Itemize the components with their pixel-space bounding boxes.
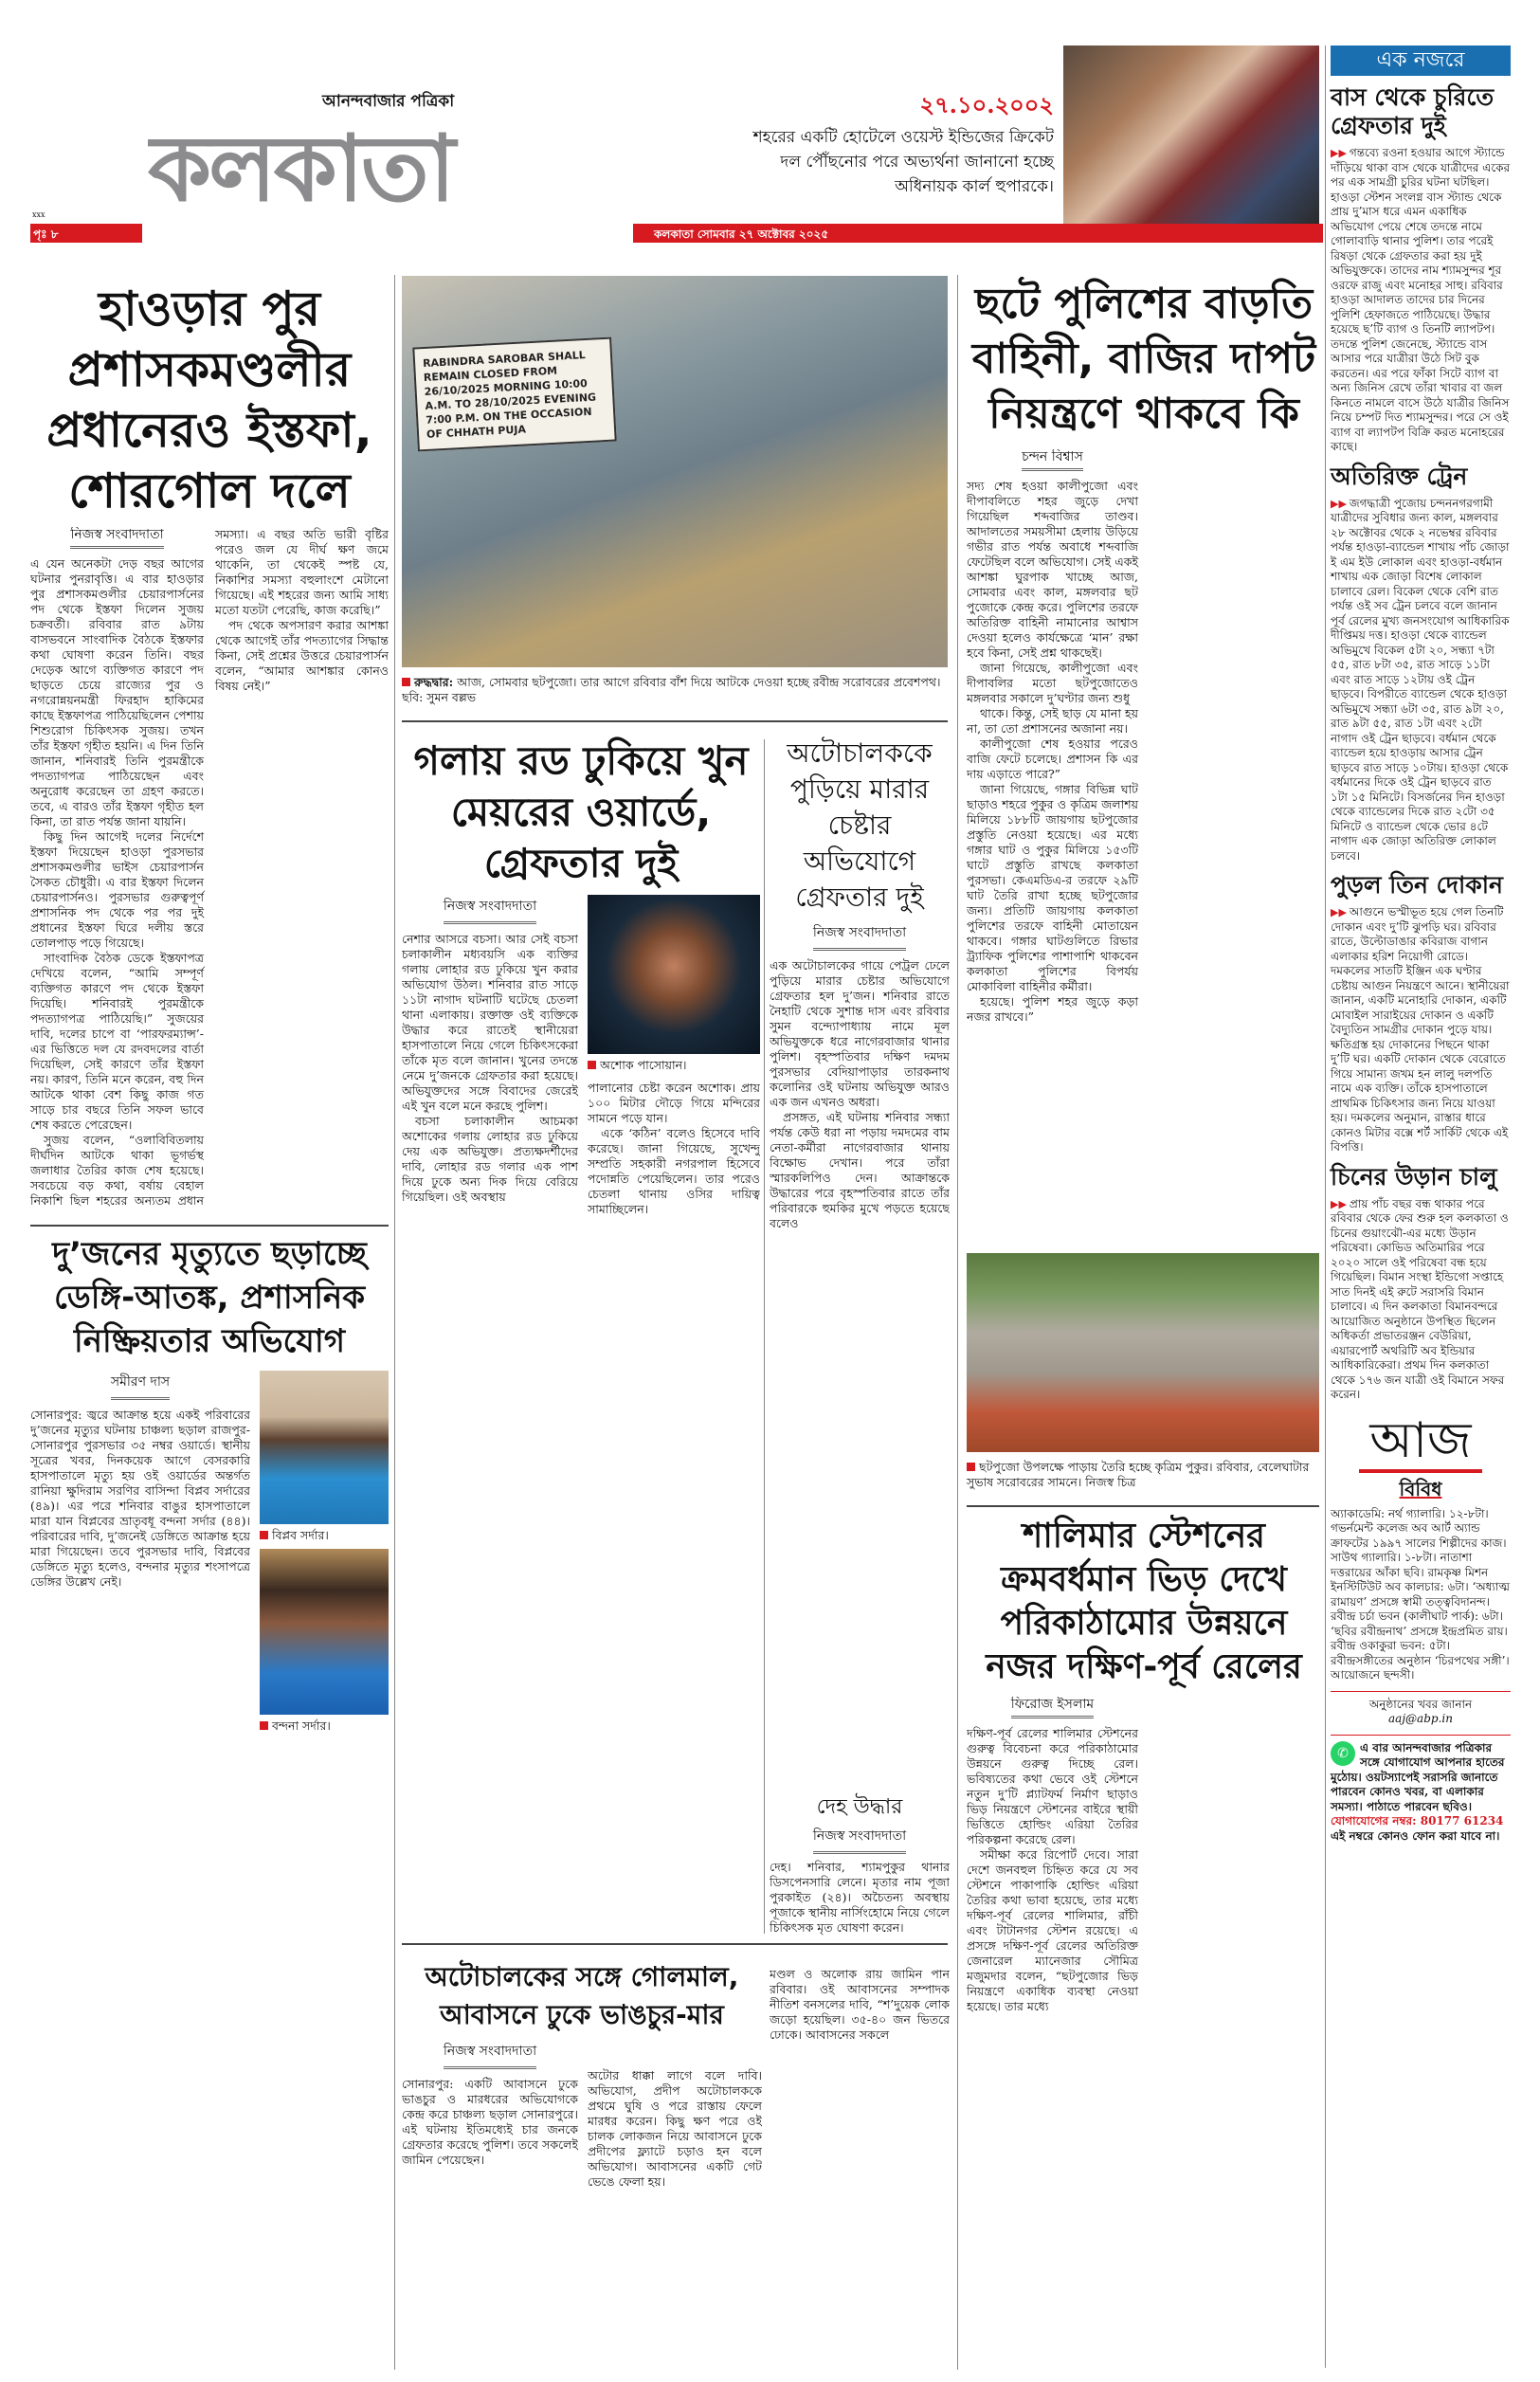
byline: নিজস্ব সংবাদদাতা bbox=[444, 895, 536, 924]
byline: নিজস্ব সংবাদদাতা bbox=[813, 1825, 906, 1854]
whatsapp-icon: ✆ bbox=[1331, 1741, 1355, 1766]
column-divider bbox=[1325, 45, 1326, 2368]
edition-code: xxx bbox=[32, 210, 45, 219]
story-body bbox=[30, 1408, 250, 2360]
brief-text: ▶▶ গন্তব্যে রওনা হওয়ার আগে স্ট্যান্ডে দাঁড়িয়ে থাকা বাস থেকে যাত্রীদের একের পর এক সামগ্রী চুরির ঘটনা ঘটছিল। হাওড়া স্টেশন সংলগ্ন বাস স্ট্যান্ড থেকে প্রায় দু’মাস ধরে এমন একাধিক অভিযোগ পেয়ে শেষে তদন্তে নামে গোলাবাড়ি থানার পুলিশ। তার পরেই রিষড়া থেকে গ্রেফতার করা হয় দুই অভিযুক্তকে। তাদের নাম শ্যামসুন্দর শূর ওরফে রাজু এবং মনোহর সাহু। রবিবার হাওড়া আদালত তাদের চার দিনের পুলিশি হেফাজতে পাঠিয়েছে। উদ্ধার হয়েছে ছ’টি ব্যাগ ও তিনটি ল্যাপটপ। তদন্তে পুলিশ জেনেছে, স্ট্যান্ডে বাস আসার পরে যাত্রীরা উঠে সিট বুক করতেন। এর পরে ফাঁকা সিটে ব্যাগ বা অন্য জিনিস রেখে তাঁরা খাবার বা জল কিনতে নামলে বাসে উঠে যাত্রীর জিনিস নিয়ে চম্পট দিত শ্যামসুন্দর। পরে সে ওই ব্যাগ বা ল্যাপটপ বিক্রি করত মনোহরের কাছে। bbox=[1331, 146, 1511, 453]
double-arrow-icon: ▶▶ bbox=[1331, 906, 1347, 918]
headline-body-recovered: দেহ উদ্ধার bbox=[816, 1795, 903, 1819]
story-dengue bbox=[30, 1232, 389, 2360]
aaj-listing: অ্যাকাডেমি: নর্থ গ্যালারি। ১২-৮টা। গভর্নমেন্ট কলেজ অব আর্ট অ্যান্ড ক্রাফটের ১৯৯৭ সালের শিল্পীদের কাজ। সাউথ গ্যালারি। ১-৮টা। নাতাশা দত্তরায়ের আঁকা ছবি। রামকৃষ্ণ মিশন ইনস্টিটিউট অব কালচার: ৬টা। ‘অধ্যাত্ম রামায়ণ’ প্রসঙ্গে স্বামী তত্ত্ববিদানন্দ। রবীন্দ্র চর্চা ভবন (কালীঘাট পার্ক): ৬টা। ‘ছবির রবীন্দ্রনাথ’ প্রসঙ্গে ইন্দ্রপ্রমিত রায়। রবীন্দ্র ওকাকুরা ভবন: ৫টা। রবীন্দ্রসঙ্গীতের অনুষ্ঠান ‘চিরপথের সঙ্গী’। আয়োজনে ছন্দসী। bbox=[1331, 1506, 1510, 1682]
paragraph: অটোর ধাক্কা লাগে বলে দাবি। অভিযোগ, প্রদীপ অটোচালককে প্রথমে ঘুষি ও পরে রাস্তায় ফেলে মারধর করেন। কিছু ক্ষণ পরে ওই চালক লোকজন নিয়ে আবাসনে ঢুকে প্রদীপের ফ্ল্যাটে চড়াও হন বলে অভিযোগ। আবাসনের একটি গেট ভেঙে ফেলা হয়। bbox=[588, 2068, 762, 2189]
whatsapp-text: এ বার আনন্দবাজার পত্রিকার সঙ্গে যোগাযোগ আপনার হাতের মুঠোয়। ওয়টস্যাপেই সরাসরি জানাতে পারবেন কোনও খবর, বা এলাকার সমস্যা। পাঠাতে পারবেন ছবিও। bbox=[1331, 1740, 1505, 1813]
double-arrow-icon: ▶▶ bbox=[1331, 497, 1347, 510]
story-body bbox=[770, 1860, 950, 1936]
headline-shalimar-station: শালিমার স্টেশনের ক্রমবর্ধমান ভিড় দেখে পরিকাঠামোর উন্নয়নে নজর দক্ষিণ-পূর্ব রেলের bbox=[986, 1517, 1302, 1686]
whatsapp-number[interactable]: যোগাযোগের নম্বর: 80177 61234 bbox=[1331, 1814, 1504, 1827]
page-number-bar bbox=[30, 224, 142, 243]
whatsapp-box bbox=[1331, 1735, 1511, 1845]
paragraph: থাকে। কিন্তু, সেই ছাড় যে মানা হয় না, তা তো প্রশাসনের অজানা নয়। bbox=[967, 706, 1138, 736]
paragraph: সোনারপুর: জ্বরে আক্রান্ত হয়ে একই পরিবারের দু’জনের মৃত্যুর ঘটনায় চাঞ্চল্য ছড়াল রাজপুর-সোনারপুর পুরসভার ৩৫ নম্বর ওয়ার্ডে। স্থানীয় সূত্রের খবর, দিনকয়েক আগে বেসরকারি হাসপাতালে মৃত্যু হয় ওই ওয়ার্ডের অন্তর্গত রানিয়া ক্ষুদিরাম সরণির বাসিন্দা বিপ্লব সর্দারের (৪৯)। এর পরে শনিবার বাঙুর হাসপাতালে মারা যান বিপ্লবের ভ্রাতৃবধূ বন্দনা সর্দার (৪৪)। পরিবারের দাবি, দু’জনেই ডেঙ্গিতে আক্রান্ত হয়ে মারা গিয়েছেন। তবে পুরসভার দাবি, বিপ্লবের ডেঙ্গিতে মৃত্যু হলেও, বন্দনার মৃত্যুর শংসাপত্রে ডেঙ্গির উল্লেখ নেই। bbox=[30, 1408, 250, 1589]
paragraph: সমীক্ষা করে রিপোর্ট দেবে। সারা দেশে জনবহুল চিহ্নিত করে যে সব স্টেশনে পাকাপাকি হোল্ডিং এরিয়া তৈরির কথা ভাবা হয়েছে, তার মধ্যে দক্ষিণ-পূর্ব রেলের শালিমার, রাঁচী এবং টাটানগর স্টেশন রয়েছে। এ প্রসঙ্গে দক্ষিণ-পূর্ব রেলের অতিরিক্ত জেনারেল ম্যানেজার সৌমিত্র মজুমদার বলেন, “ছটপুজোর ভিড় নিয়ন্ত্রণে একাধিক ব্যবস্থা নেওয়া হয়েছে। তার মধ্যে bbox=[967, 1847, 1138, 2013]
photo-biplab-sardar bbox=[260, 1371, 389, 1524]
paragraph: জানা গিয়েছে, কালীপুজো এবং দীপাবলির মতো ছটপুজোতেও মঙ্গলবার সকালে দু’ঘণ্টার জন্য শুধু bbox=[967, 661, 1138, 705]
paragraph: কালীপুজো শেষ হওয়ার পরেও বাজি ফেটে চলেছে। প্রশাসন কি এর দায় এড়াতে পারে?” bbox=[967, 736, 1138, 781]
sidebar-header: এক নজরে bbox=[1331, 45, 1511, 76]
story-body bbox=[588, 2040, 762, 2372]
paragraph: মণ্ডল ও অলোক রায় জামিন পান রবিবার। ওই আবাসনের সম্পাদক নীতিশ বনসলের দাবি, “শ’দুয়েক লোক জড়ো হয়েছিল। ৩৫-৪০ জন ভিতরে ঢোকে। আবাসনের সকলে bbox=[770, 1967, 950, 2042]
brief-title: চিনের উড়ান চালু bbox=[1331, 1162, 1497, 1191]
photo-caption: রুদ্ধদ্বার: আজ, সোমবার ছটপুজো। তার আগে রবিবার বাঁশ দিয়ে আটকে দেওয়া হচ্ছে রবীন্দ্র সরোবরের প্রবেশপথ। ছবি: সুমন বল্লভ bbox=[402, 675, 941, 704]
story-howrah bbox=[30, 279, 389, 1217]
paragraph: পালানোর চেষ্টা করেন অশোক। প্রায় ১০০ মিটার দৌড়ে গিয়ে মন্দিরের সামনে পড়ে যান। bbox=[588, 1081, 760, 1125]
story-body bbox=[588, 1081, 760, 1936]
story-rod bbox=[402, 736, 760, 1936]
headline-howrah: হাওড়ার পুর প্রশাসকমণ্ডলীর প্রধানেরও ইস্তফা, শোরগোল দলে bbox=[46, 282, 372, 518]
brief-title: বাস থেকে চুরিতে গ্রেফতার দুই bbox=[1331, 83, 1495, 139]
aaj-subtitle: বিবিধ bbox=[1399, 1477, 1442, 1500]
story-auto bbox=[770, 736, 950, 1936]
aaj-underline bbox=[1359, 1469, 1482, 1473]
story-shalimar bbox=[967, 1515, 1321, 2368]
brief-text: ▶▶ আগুনে ভস্মীভূত হয়ে গেল তিনটি দোকান এবং দু’টি ঝুপড়ি ঘর। রবিবার রাতে, উল্টোডাঙার কবিরাজ বাগান এলাকার হরিশ নিয়োগী রোডে। দমকলের সাতটি ইঞ্জিন এক ঘণ্টার চেষ্টায় আগুন নিয়ন্ত্রণে আনে। স্থানীয়েরা জানান, একটি মনোহারি দোকান, একটি মোবাইল সারাইয়ের দোকান ও একটি বৈদ্যুতিন সামগ্রীর দোকান পুড়ে যায়। ক্ষতিগ্রস্ত হয় দোকানের পিছনে থাকা দু’টি ঘর। একটি দোকান থেকে বেরোতে গিয়ে সামান্য জখম হন লালু দলপতি নামে এক ব্যক্তি। তাঁকে হাসপাতালে প্রাথমিক চিকিৎসার জন্য নিয়ে যাওয়া হয়। দমকলের অনুমান, রাস্তার ধারে কোনও মিটার বক্সে শর্ট সার্কিট থেকে এই বিপত্তি। bbox=[1331, 905, 1510, 1154]
paragraph: সাংবাদিক বৈঠক ডেকে ইস্তফাপত্র দেখিয়ে বলেন, “আমি সম্পূর্ণ ব্যক্তিগত কারণে পদ থেকে ইস্তফা দিয়েছি। শনিবারই পুরমন্ত্রীকে পদত্যাগপত্র পাঠিয়েছি।” সুজয়ের দাবি, দলের চাপে বা ‘পারফরম্যান্স’-এর ভিত্তিতে দল যে রদবদলের বার্তা দিয়েছিল, সেই কারণে তাঁর ইস্তফা নয়। কারণ, তিনি মনে করেন, বহু দিন আটকে থাকা বেশ কিছু কাজ গত সাড়ে চার বছরে তিনি সফল ভাবে শেষ করতে পেরেছেন। bbox=[30, 951, 204, 1132]
masthead-logo: কলকাতা bbox=[148, 116, 453, 222]
paragraph: এ যেন অনেকটা দেড় বছর আগের ঘটনার পুনরাবৃত্তি। এ বার হাওড়ার পুর প্রশাসকমণ্ডলীর চেয়ারপার্সনের পদ থেকে ইস্তফা দিলেন সুজয় চক্রবর্তী। রবিবার রাত ৯টায় বাসভবনে সাংবাদিক বৈঠকে ইস্তফার কথা ঘোষণা করেন তিনি। বছর দেড়েক আগে ব্যক্তিগত কারণে পদ ছাড়তে চেয়ে রাজ্যের পুর ও নগরোন্নয়নমন্ত্রী ফিরহাদ হাকিমের কাছে ইস্তফাপত্র পাঠিয়েছিলেন পেশায় শিশুরোগ চিকিৎসক সুজয়। তখন তাঁর ইস্তফা গৃহীত হয়নি। এ দিন তিনি জানান, শনিবারই তিনি পুরমন্ত্রীকে পদত্যাগপত্র পাঠিয়েছেন এবং অনুরোধ করেছেন তা গ্রহণ করতে। তবে, এ বারও তাঁর ইস্তফা গৃহীত হল কিনা, তা রাত পর্যন্ত জানা যায়নি। bbox=[30, 556, 204, 828]
byline: ফিরোজ ইসলাম bbox=[1011, 1697, 1094, 1718]
photo-ashok-paswan bbox=[588, 895, 760, 1054]
photo-caption: অশোক পাসোয়ান। bbox=[588, 1058, 760, 1073]
headline-auto-driver: অটোচালককে পুড়িয়ে মারার চেষ্টার অভিযোগে গ্রেফতার দুই bbox=[787, 737, 933, 913]
brief-title: অতিরিক্ত ট্রেন bbox=[1331, 462, 1468, 490]
story-body bbox=[967, 1697, 1321, 2368]
red-square-icon bbox=[260, 1721, 268, 1730]
double-arrow-icon: ▶▶ bbox=[1331, 147, 1347, 159]
archive-date: ২৭.১০.২০০২ bbox=[919, 91, 1054, 118]
byline: সমীরণ দাস bbox=[111, 1371, 170, 1400]
story-clash bbox=[402, 1958, 762, 2372]
red-square-icon bbox=[588, 1061, 596, 1069]
whatsapp-note: এই নম্বরে কোনও ফোন করা যাবে না। bbox=[1331, 1828, 1500, 1843]
column-divider bbox=[764, 739, 765, 1934]
photo-rabindra-sarobar bbox=[402, 276, 948, 667]
paragraph: বচসা চলাকালীন আচমকা অশোকের গলায় লোহার রড ঢুকিয়ে দেয় এক অভিযুক্ত। প্রত্যক্ষদর্শীদের দাবি, লোহার রড গলার এক পাশ দিয়ে ঢুকে অন্য দিক দিয়ে বেরিয়ে গিয়েছিল। ওই অবস্থায় bbox=[402, 1114, 578, 1204]
paragraph: দক্ষিণ-পূর্ব রেলের শালিমার স্টেশনের গুরুত্ব বিবেচনা করে পরিকাঠামোর উন্নয়নে গুরুত্ব দিচ্ছে রেল। ভবিষ্যতের কথা ভেবে ওই স্টেশনে নতুন দু’টি প্ল্যাটফর্ম নির্মাণ ছাড়াও ভিড় নিয়ন্ত্রণে স্টেশনের বাইরে স্থায়ী ভিত্তিতে হোল্ডিং এরিয়া তৈরির পরিকল্পনা করেছে রেল। bbox=[967, 1726, 1138, 1846]
story-chhath bbox=[967, 277, 1321, 1196]
story-body bbox=[30, 527, 389, 1217]
byline: চন্দন বিশ্বাস bbox=[1022, 449, 1083, 471]
red-square-icon bbox=[967, 1463, 975, 1471]
photo-bandana-sardar bbox=[260, 1549, 389, 1715]
paragraph: কিছু দিন আগেই দলের নির্দেশে ইস্তফা দিয়েছেন হাওড়া পুরসভার প্রশাসকমণ্ডলীর ভাইস চেয়ারপার্সন সৈকত চৌধুরী। এ বার ইস্তফা দিলেন চেয়ারপার্সনও। পুরসভার গুরুত্বপূর্ণ প্রশাসনিক পদ থেকে পর পর দুই প্রধানের ইস্তফা ঘিরে দলীয় স্তরে তোলপাড় পড়ে গিয়েছে। bbox=[30, 829, 204, 950]
paragraph: একে ‘কঠিন’ বলেও হিসেবে দাবি করেছে। জানা গিয়েছে, সুখেন্দু সম্প্রতি সহকারী নগরপাল হিসেবে পদোন্নতি পেয়েছিলেন। তার পরেও চেতলা থানায় ওসির দায়িত্ব সামাচ্ছিলেন। bbox=[588, 1126, 760, 1216]
section-rule bbox=[967, 1505, 1319, 1507]
double-arrow-icon: ▶▶ bbox=[1331, 1197, 1347, 1210]
story-body bbox=[402, 932, 578, 1936]
paragraph: সদ্য শেষ হওয়া কালীপুজো এবং দীপাবলিতে শহর জুড়ে দেখা গিয়েছিল শব্দবাজির তাণ্ডব। আদালতের সময়সীমা হেলায় উড়িয়ে গভীর রাত পর্যন্ত অবাধে শব্দবাজি ফেটেছিল বলে অভিযোগ। সেই একই আশঙ্কা ঘুরপাক খাচ্ছে আজ, সোমবার এবং কাল, মঙ্গলবার ছট পুজোকে কেন্দ্র করে। পুলিশের তরফে অতিরিক্ত বাহিনী নামানোর আশ্বাস দেওয়া হলেও কার্যক্ষেত্রে ‘মান’ রক্ষা হবে কিনা, সেই প্রশ্ন থাকছেই। bbox=[967, 479, 1138, 660]
paragraph: নেশার আসরে বচসা। আর সেই বচসা চলাকালীন মধ্যবয়সি এক ব্যক্তির গলায় লোহার রড ঢুকিয়ে খুন করার অভিযোগ উঠল। শনিবার রাত সাড়ে ১১টা নাগাদ ঘটনাটি ঘটেছে চেতলা থানা এলাকায়। রক্তাক্ত ওই ব্যক্তিকে উদ্ধার করে রাতেই স্থানীয়েরা হাসপাতালে নিয়ে গেলে চিকিৎসকেরা তাঁকে মৃত বলে জানান। খুনের তদন্তে নেমে দু’জনকে গ্রেফতার করা হয়েছে। অভিযুক্তদের সঙ্গে বিবাদের জেরেই এই খুন বলে মনে করছে পুলিশ। bbox=[402, 932, 578, 1113]
photo-caption: বিপ্লব সর্দার। bbox=[260, 1528, 389, 1543]
page-number: পৃঃ ৮ bbox=[33, 227, 59, 241]
paragraph: সুজয় বলেন, “ওলাবিবিতলায় দীর্ঘদিন আটকে থাকা ভূগর্ভস্থ জলাধার তৈরির কাজ শেষ হয়েছে। সবচেয়ে বড় কথা, বর্ষায় বেহাল নিকাশি ছিল শহরের অন্যতম প্রধান সমস্যা। এ বছর অতি ভারী বৃষ্টির পরেও জল যে দীর্ঘ ক্ষণ জমে থাকেনি, তা থেকেই স্পষ্ট যে, নিকাশির সমস্যা বহুলাংশে মেটানো গিয়েছে। এই শহরের জন্য আমি সাধ্য মতো যতটা পেরেছি, কাজ করেছি।” bbox=[30, 527, 389, 1208]
dateline-bar bbox=[633, 224, 1323, 243]
section-rule bbox=[402, 720, 948, 722]
byline: নিজস্ব সংবাদদাতা bbox=[813, 921, 906, 951]
story-body bbox=[770, 1967, 950, 2370]
story-body bbox=[770, 958, 950, 1785]
archive-caption: শহরের একটি হোটেলে ওয়েস্ট ইন্ডিজের ক্রিকেট দল পৌঁছনোর পরে অভ্যর্থনা জানানো হচ্ছে অধিনায়ক কার্ল হুপারকে। bbox=[752, 128, 1054, 196]
brief-text: ▶▶ প্রায় পাঁচ বছর বন্ধ থাকার পরে রবিবার থেকে ফের শুরু হল কলকাতা ও চিনের গুয়াংঝৌ-এর মধ্যে উড়ান পরিষেবা। কোভিড অতিমারির পরে ২০২০ সালে ওই পরিষেবা বন্ধ হয়ে গিয়েছিল। বিমান সংস্থা ইন্ডিগো সপ্তাহে সাত দিনই এই রুটে সরাসরি বিমান চালাবে। এ দিন কলকাতা বিমানবন্দরে আয়োজিত অনুষ্ঠানে উপস্থিত ছিলেন অধিকর্তা প্রভাতরঞ্জন বেউরিয়া, এয়ারপোর্ট অথরিটি অব ইন্ডিয়ার আধিকারিকেরা। প্রথম দিন কলকাতা থেকে ১৭৬ জন যাত্রী ওই বিমানে সফর করেন। bbox=[1331, 1196, 1509, 1401]
aaj-email[interactable]: aaj@abp.in bbox=[1388, 1712, 1453, 1725]
brief-text: ▶▶ জগদ্ধাত্রী পুজোয় চন্দননগরগামী যাত্রীদের সুবিধার জন্য কাল, মঙ্গলবার ২৮ অক্টোবর থেকে ২ নভেম্বর রবিবার পর্যন্ত হাওড়া-ব্যান্ডেল শাখায় পাঁচ জোড়া ই এম ইউ লোকাল এবং হাওড়া-বর্ধমান শাখায় এক জোড়া বিশেষ লোকাল চালাবে রেল। বিকেল থেকে বেশি রাত পর্যন্ত ওই সব ট্রেন চলবে বলে জানান পূর্ব রেলের মুখ্য জনসংযোগ আধিকারিক দীপ্তিময় দত্ত। হাওড়া থেকে ব্যান্ডেল অভিমুখে বিকেল ৫টা ২০, সন্ধ্যা ৭টা ৫৫, রাত ৮টা ৩৫, রাত সাড়ে ১১টা এবং রাত সাড়ে ১২টায় ওই ট্রেন ছাড়বে। বিপরীতে ব্যান্ডেল থেকে হাওড়া অভিমুখে সন্ধ্যা ৬টা ৩৫, রাত ৯টা ২০, রাত ৯টা ৫৫, রাত ১টা এবং ২টো নাগাদ ওই ট্রেন ছাড়বে। বর্ধমান থেকে ব্যান্ডেল হয়ে হাওড়ায় আসার ট্রেন ছাড়বে রাত সাড়ে ১০টায়। হাওড়া থেকে বর্ধমানের দিকে ওই ট্রেন ছাড়বে রাত ১টা ১৫ মিনিটে। বিসর্জনের দিন হাওড়া থেকে ব্যান্ডেলের দিকে রাত ২টো ৩৫ মিনিটে ও ব্যান্ডেল থেকে ভোর ৪টে নাগাদ এক জোড়া অতিরিক্ত লোকাল চলবে। bbox=[1331, 496, 1510, 863]
section-rule bbox=[402, 1943, 948, 1945]
publisher-name: আনন্দবাজার পত্রিকা bbox=[322, 92, 455, 111]
aaj-title: আজ bbox=[1369, 1411, 1472, 1469]
byline: নিজস্ব সংবাদদাতা bbox=[444, 2040, 536, 2069]
paragraph: দেহ। শনিবার, শ্যামপুকুর থানার ডিসপেনসারি লেনে। মৃতার নাম পূজা পুরকাইত (২৪)। অচৈতন্য অবস্থায় পূজাকে স্থানীয় নার্সিংহোমে নিয়ে গেলে চিকিৎসক মৃত ঘোষণা করেন। bbox=[770, 1860, 950, 1935]
paragraph: জানা গিয়েছে, গঙ্গার বিভিন্ন ঘাট ছাড়াও শহরে পুকুর ও কৃত্রিম জলাশয় মিলিয়ে ১৮৮টি জায়গায় ছটপুজোর প্রস্তুতি নেওয়া হয়েছে। এর মধ্যে গঙ্গার ঘাট ও পুকুর মিলিয়ে ১৫৩টি ঘাটে প্রস্তুতি রাখছে কলকাতা পুরসভা। কেএমডিএ-র তরফে ২৯টি ঘাট তৈরি রাখা হচ্ছে ছটপুজোর জন্য। প্রতিটি জায়গায় কলকাতা পুলিশের তরফে বাহিনী মোতায়েন থাকবে। গঙ্গার ঘাটগুলিতে রিভার ট্র্যাফিক পুলিশের পাশাপাশি থাকবেন কলকাতা পুলিশের বিপর্যয় মোকাবিলা বাহিনীর কর্মীরা। bbox=[967, 782, 1138, 993]
headline-dengue: দু’জনের মৃত্যুতে ছড়াচ্ছে ডেঙ্গি-আতঙ্ক, প্রশাসনিক নিষ্ক্রিয়তার অভিযোগ bbox=[52, 1235, 367, 1360]
sidebar-ek-najare bbox=[1331, 45, 1511, 1844]
photo-caption: বন্দনা সর্দার। bbox=[260, 1718, 389, 1734]
aaj-contact-label: অনুষ্ঠানের খবর জানান bbox=[1368, 1697, 1473, 1711]
story-body bbox=[402, 2077, 578, 2372]
byline: নিজস্ব সংবাদদাতা bbox=[70, 527, 163, 549]
story-body-recovered bbox=[770, 1794, 950, 1936]
paragraph: হয়েছে। পুলিশ শহর জুড়ে কড়া নজর রাখবে।” bbox=[967, 994, 1138, 1024]
red-square-icon bbox=[260, 1531, 268, 1539]
closure-sign: RABINDRA SAROBAR SHALL REMAIN CLOSED FROM 26/10/2025 MORNING 10:00 A.M. TO 28/10/2025 EVENING 7:00 P.M. ON THE OCCASION OF CHHATH PUJA bbox=[412, 337, 616, 452]
dateline: কলকাতা সোমবার ২৭ অক্টোবর ২০২৫ bbox=[654, 227, 829, 241]
headline-rod-murder: গলায় রড ঢুকিয়ে খুন মেয়রের ওয়ার্ডে, গ্রেফতার দুই bbox=[413, 737, 749, 886]
paragraph: সোনারপুর: একটি আবাসনে ঢুকে ভাঙচুর ও মারধরের অভিযোগকে কেন্দ্র করে চাঞ্চল্য ছড়াল সোনারপুরে। এই ঘটনায় ইতিমধ্যেই চার জনকে গ্রেফতার করেছে পুলিশ। তবে সকলেই জামিন পেয়েছেন। bbox=[402, 2077, 578, 2167]
paragraph: প্রসঙ্গত, এই ঘটনায় শনিবার সন্ধ্যা পর্যন্ত কেউ ধরা না পড়ায় দমদমের বাম নেতা-কর্মীরা নাগেরবাজার থানায় বিক্ষোভ দেখান। পরে তাঁরা স্মারকলিপিও দেন। আক্রান্তকে উদ্ধারের পরে বৃহস্পতিবার রাতে তাঁর পরিবারকে হুমকির মুখে পড়তে হয়েছে বলেও bbox=[770, 1110, 950, 1230]
column-divider bbox=[957, 275, 958, 2370]
column-divider bbox=[394, 275, 395, 2370]
headline-housing-clash: অটোচালকের সঙ্গে গোলমাল, আবাসনে ঢুকে ভাঙচুর-মার bbox=[425, 1961, 739, 2030]
paragraph: এক অটোচালকের গায়ে পেট্রল ঢেলে পুড়িয়ে মারার চেষ্টার অভিযোগে গ্রেফতার হল দু’জন। শনিবার রাতে নৈহাটি থেকে সুশান্ত দাস এবং রবিবার সুমন বন্দ্যোপাধ্যায় নামে মূল অভিযুক্তকে ধরে নাগেরবাজার থানার পুলিশ। বৃহস্পতিবার দক্ষিণ দমদম পুরসভার বেদিয়াপাড়ার তারকনাথ কলোনির ওই ঘটনায় অভিযুক্ত আরও এক জন এখনও অধরা। bbox=[770, 958, 950, 1109]
headline-chhath-police: ছটে পুলিশের বাড়তি বাহিনী, বাজির দাপট নিয়ন্ত্রণে থাকবে কি bbox=[971, 280, 1316, 438]
photo-caption: ছটপুজো উপলক্ষে পাড়ায় তৈরি হচ্ছে কৃত্রিম পুকুর। রবিবার, বেলেঘাটার সুভাষ সরোবরের সামনে। নিজস্ব চিত্র bbox=[967, 1460, 1310, 1489]
archive-photo bbox=[1063, 45, 1319, 224]
paragraph: পদ থেকে অপসারণ করার আশঙ্কা থেকে আগেই তাঁর পদত্যাগের সিদ্ধান্ত কিনা, সেই প্রশ্নের উত্তরে চেয়ারপার্সন বলেন, “আমার আশঙ্কার কোনও বিষয় নেই।” bbox=[215, 618, 389, 693]
section-rule bbox=[30, 1225, 389, 1227]
photo-artificial-pond bbox=[967, 1253, 1319, 1452]
brief-title: পুড়ল তিন দোকান bbox=[1331, 871, 1503, 899]
red-square-icon bbox=[402, 678, 410, 686]
story-body bbox=[967, 449, 1321, 1196]
